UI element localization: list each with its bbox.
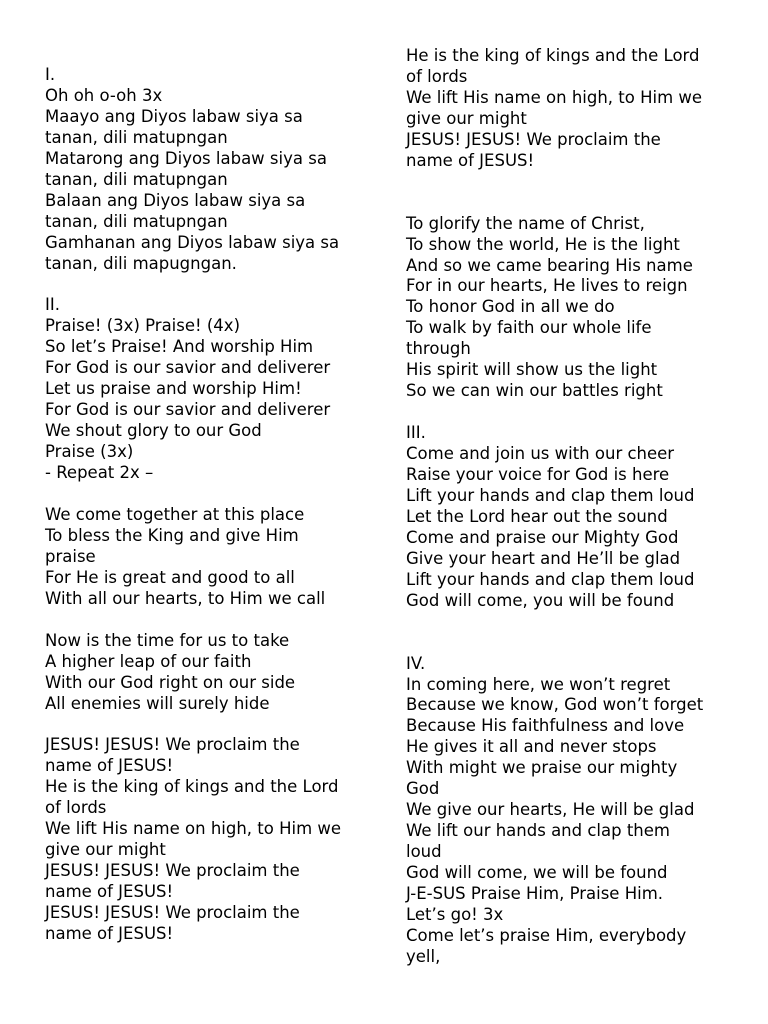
lyric-line: He gives it all and never stops	[406, 737, 657, 757]
lyric-line: To glorify the name of Christ,	[406, 213, 645, 233]
lyric-line: For God is our savior and deliverer	[45, 358, 331, 378]
lyric-line: JESUS! JESUS! We proclaim the	[45, 861, 300, 881]
lyric-line: name of JESUS!	[406, 150, 535, 170]
lyric-line: Let the Lord hear out the sound	[406, 506, 668, 526]
lyric-line: For in our hearts, He lives to reign	[406, 276, 688, 296]
lyric-line: We lift our hands and clap them	[406, 821, 670, 841]
lyric-line: Let us praise and worship Him!	[45, 379, 302, 399]
lyric-line: tanan, dili mapugngan.	[45, 253, 237, 273]
lyric-line: He is the king of kings and the Lord	[406, 46, 700, 65]
lyric-line: through	[406, 339, 471, 359]
lyric-line: God will come, you will be found	[406, 590, 675, 610]
lyric-line: Gamhanan ang Diyos labaw siya sa	[45, 232, 340, 252]
lyric-line: Matarong ang Diyos labaw siya sa	[45, 148, 327, 168]
lyric-line: Praise! (3x) Praise! (4x)	[45, 316, 241, 336]
lyric-line: Give your heart and He’ll be glad	[406, 548, 681, 568]
lyric-line: II.	[45, 295, 60, 315]
lyric-line: And so we came bearing His name	[406, 255, 693, 275]
lyric-line: Let’s go! 3x	[406, 905, 504, 924]
lyric-line: To show the world, He is the light	[406, 234, 680, 254]
lyric-line: of lords	[45, 798, 107, 818]
lyric-line: tanan, dili matupngan	[45, 169, 228, 189]
lyric-line	[45, 275, 375, 296]
lyric-line: With our God right on our side	[45, 672, 296, 692]
lyric-line: We lift His name on high, to Him we	[406, 87, 703, 107]
lyric-line: JESUS! JESUS! We proclaim the	[406, 129, 661, 149]
lyric-line	[406, 402, 736, 423]
lyric-line	[406, 633, 736, 654]
lyric-line: give our might	[406, 108, 527, 128]
lyric-line: name of JESUS!	[45, 924, 174, 944]
lyric-line: We give our hearts, He will be glad	[406, 800, 695, 820]
lyric-line: Because we know, God won’t forget	[406, 695, 704, 715]
lyric-line: For God is our savior and deliverer	[45, 400, 331, 420]
lyric-line: We come together at this place	[45, 504, 305, 524]
lyric-line: His spirit will show us the light	[406, 360, 658, 380]
lyric-line: name of JESUS!	[45, 882, 174, 902]
lyric-line: To bless the King and give Him	[45, 525, 299, 545]
lyric-line: tanan, dili matupngan	[45, 211, 228, 231]
lyric-line: Raise your voice for God is here	[406, 465, 670, 485]
lyric-line: Oh oh o-oh 3x	[45, 85, 163, 105]
lyric-line: So we can win our battles right	[406, 381, 663, 401]
lyric-line: praise	[45, 546, 96, 566]
lyric-line: name of JESUS!	[45, 756, 174, 776]
lyric-line: We shout glory to our God	[45, 421, 262, 441]
lyric-line: of lords	[406, 66, 468, 86]
lyric-line: All enemies will surely hide	[45, 693, 270, 713]
lyric-line: So let’s Praise! And worship Him	[45, 337, 314, 357]
lyric-line	[406, 193, 736, 214]
lyric-line: For He is great and good to all	[45, 567, 295, 587]
lyric-line: Lift your hands and clap them loud	[406, 569, 695, 589]
lyric-line: tanan, dili matupngan	[45, 127, 228, 147]
lyric-line: loud	[406, 842, 442, 862]
lyric-line: yell,	[406, 946, 441, 966]
lyric-line: God will come, we will be found	[406, 863, 668, 883]
lyric-line: - Repeat 2x –	[45, 463, 154, 483]
lyric-line: God	[406, 779, 440, 799]
lyric-line: Praise (3x)	[45, 442, 134, 462]
lyric-line: JESUS! JESUS! We proclaim the	[45, 735, 300, 755]
right-lyrics-column	[406, 46, 736, 968]
lyric-line: With might we praise our mighty	[406, 758, 678, 778]
lyric-line: He is the king of kings and the Lord	[45, 777, 339, 797]
lyric-line: Come and praise our Mighty God	[406, 527, 679, 547]
lyric-line: I.	[45, 65, 56, 84]
lyric-line: We lift His name on high, to Him we	[45, 819, 342, 839]
lyric-line: To walk by faith our whole life	[406, 318, 652, 338]
lyric-line: Now is the time for us to take	[45, 630, 290, 650]
left-lyrics-column	[45, 65, 375, 945]
lyric-line	[45, 484, 375, 505]
lyric-line: Lift your hands and clap them loud	[406, 485, 695, 505]
lyric-line: In coming here, we won’t regret	[406, 674, 671, 694]
lyric-line: To honor God in all we do	[406, 297, 615, 317]
lyric-line: JESUS! JESUS! We proclaim the	[45, 903, 300, 923]
lyric-line: III.	[406, 423, 426, 443]
lyric-line: Because His faithfulness and love	[406, 716, 685, 736]
lyric-line: With all our hearts, to Him we call	[45, 588, 326, 608]
lyric-line: J-E-SUS Praise Him, Praise Him.	[406, 884, 664, 904]
lyric-line: give our might	[45, 840, 166, 860]
lyric-line	[406, 172, 736, 193]
lyric-line	[45, 610, 375, 631]
lyric-line: Maayo ang Diyos labaw siya sa	[45, 106, 303, 126]
lyric-line: Come and join us with our cheer	[406, 444, 675, 464]
lyric-line: Balaan ang Diyos labaw siya sa	[45, 190, 306, 210]
lyric-line	[406, 612, 736, 633]
lyric-line	[45, 715, 375, 736]
lyric-line: A higher leap of our faith	[45, 651, 252, 671]
lyric-line: Come let’s praise Him, everybody	[406, 925, 687, 945]
lyric-line: IV.	[406, 653, 426, 673]
